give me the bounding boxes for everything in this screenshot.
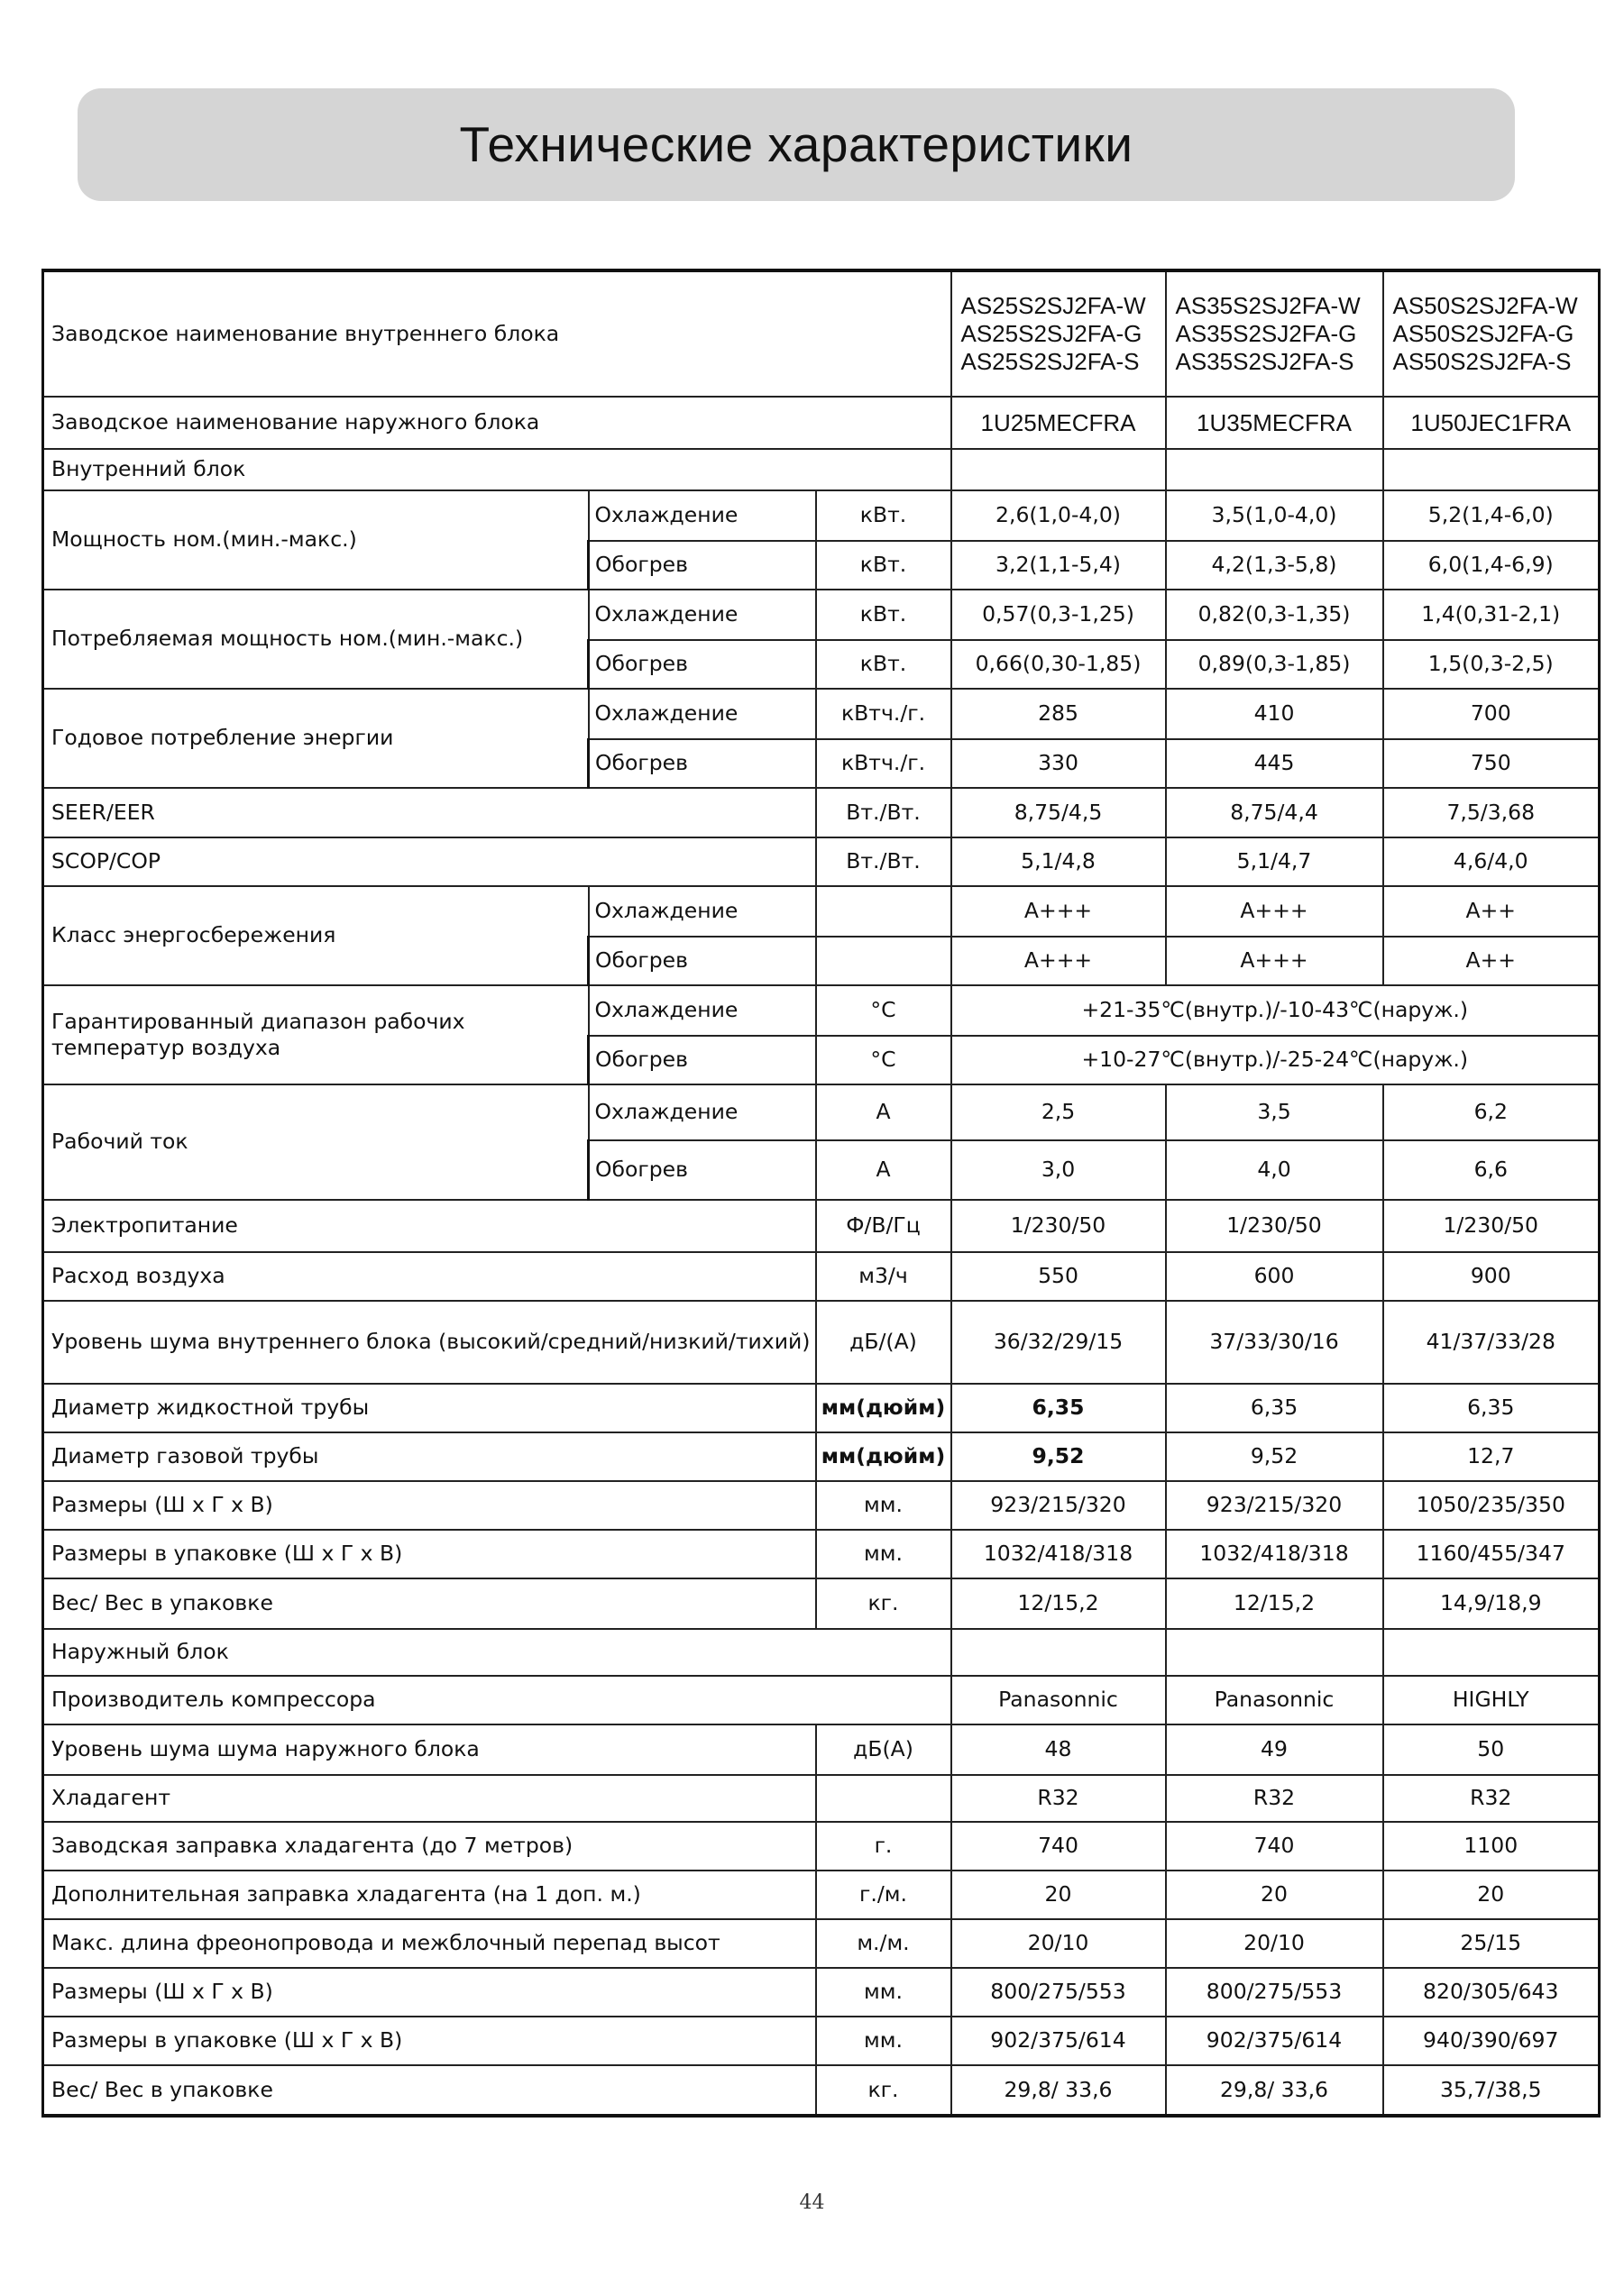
value-cell: 5,1/4,8 [951, 837, 1166, 886]
value-cell: 940/390/697 [1383, 2017, 1600, 2065]
unit-cell: дБ/(А) [816, 1301, 951, 1384]
model-name: AS50S2SJ2FA-G [1392, 319, 1574, 347]
page-title: Технические характеристики [459, 116, 1133, 172]
row-label: Заводское наименование внутреннего блока [43, 270, 951, 397]
unit-cell: мм. [816, 2017, 951, 2065]
model-name: AS50S2SJ2FA-W [1392, 291, 1578, 319]
value-cell: 7,5/3,68 [1383, 788, 1600, 837]
value-cell: 600 [1166, 1252, 1383, 1301]
empty-cell [1383, 449, 1600, 490]
value-cell: 5,1/4,7 [1166, 837, 1383, 886]
indoor-model-cell [1166, 270, 1383, 397]
value-cell: 285 [951, 689, 1166, 739]
value-cell: 800/275/553 [1166, 1968, 1383, 2017]
row-weight [43, 1578, 1600, 1629]
value-cell: 445 [1166, 739, 1383, 788]
row-max-length [43, 1919, 1600, 1968]
section-heading: Внутренний блок [43, 449, 951, 490]
row-label: Расход воздуха [43, 1252, 816, 1301]
section-indoor [43, 449, 1600, 490]
value-cell: 8,75/4,5 [951, 788, 1166, 837]
mode-label: Обогрев [589, 640, 816, 689]
row-weight-out [43, 2065, 1600, 2116]
value-cell: 1160/455/347 [1383, 1530, 1600, 1578]
mode-label: Обогрев [589, 541, 816, 590]
row-label: Макс. длина фреонопровода и межблочный перепад высот [43, 1919, 816, 1968]
row-label: Заводская заправка хладагента (до 7 метров) [43, 1822, 816, 1871]
value-cell: 1U50JEC1FRA [1383, 397, 1600, 449]
unit-cell: кВт. [816, 490, 951, 541]
value-cell: 740 [951, 1822, 1166, 1871]
unit-cell: мм(дюйм) [816, 1432, 951, 1481]
model-name: AS35S2SJ2FA-W [1175, 291, 1361, 319]
value-cell: 410 [1166, 689, 1383, 739]
value-cell: 9,52 [951, 1432, 1166, 1481]
row-dims-out [43, 1968, 1600, 2017]
section-outdoor [43, 1629, 1600, 1676]
row-label: Класс энергосбережения [43, 886, 589, 985]
value-cell: 14,9/18,9 [1383, 1578, 1600, 1629]
unit-cell: кг. [816, 2065, 951, 2116]
value-cell: 330 [951, 739, 1166, 788]
model-name: AS25S2SJ2FA-G [960, 319, 1142, 347]
mode-label: Обогрев [589, 739, 816, 788]
value-cell: A+++ [951, 886, 1166, 937]
row-label: Размеры (Ш х Г х В) [43, 1481, 816, 1530]
value-cell: 4,2(1,3-5,8) [1166, 541, 1383, 590]
row-dims-pack-out [43, 2017, 1600, 2065]
unit-cell: кВтч./г. [816, 739, 951, 788]
value-cell: 0,66(0,30-1,85) [951, 640, 1166, 689]
value-cell: 20 [951, 1871, 1166, 1919]
row-power-cool [43, 590, 1600, 640]
row-label: Потребляемая мощность ном.(мин.-макс.) [43, 590, 589, 689]
row-label: Годовое потребление энергии [43, 689, 589, 788]
value-cell: 3,2(1,1-5,4) [951, 541, 1166, 590]
value-cell: 9,52 [1166, 1432, 1383, 1481]
empty-cell [1166, 1629, 1383, 1676]
mode-label: Обогрев [589, 937, 816, 985]
unit-cell: A [816, 1084, 951, 1140]
row-temp-cool [43, 985, 1600, 1036]
value-cell: 902/375/614 [951, 2017, 1166, 2065]
value-cell: 1032/418/318 [951, 1530, 1166, 1578]
row-dims [43, 1481, 1600, 1530]
model-name: AS25S2SJ2FA-W [960, 291, 1146, 319]
value-cell: 1U35MECFRA [1166, 397, 1383, 449]
value-cell: 1/230/50 [951, 1200, 1166, 1252]
value-cell: 1/230/50 [1166, 1200, 1383, 1252]
row-label: Диаметр газовой трубы [43, 1432, 816, 1481]
unit-cell: г. [816, 1822, 951, 1871]
row-label: Гарантированный диапазон рабочих температур воздуха [43, 985, 589, 1084]
mode-label: Охлаждение [589, 985, 816, 1036]
unit-cell: Вт./Вт. [816, 837, 951, 886]
value-cell: 8,75/4,4 [1166, 788, 1383, 837]
value-cell: 20/10 [1166, 1919, 1383, 1968]
value-cell: 550 [951, 1252, 1166, 1301]
value-cell: 820/305/643 [1383, 1968, 1600, 2017]
mode-label: Охлаждение [589, 886, 816, 937]
row-annual-cool [43, 689, 1600, 739]
unit-cell [816, 886, 951, 937]
value-cell: 3,5(1,0-4,0) [1166, 490, 1383, 541]
unit-cell: Вт./Вт. [816, 788, 951, 837]
value-cell: A+++ [1166, 937, 1383, 985]
row-label: Электропитание [43, 1200, 816, 1252]
value-cell: R32 [951, 1775, 1166, 1822]
value-cell: Panasonnic [1166, 1676, 1383, 1724]
mode-label: Охлаждение [589, 689, 816, 739]
model-name: AS50S2SJ2FA-S [1392, 348, 1572, 376]
value-cell: 6,2 [1383, 1084, 1600, 1140]
value-cell: 923/215/320 [951, 1481, 1166, 1530]
page-number: 44 [799, 2191, 825, 2214]
value-cell: R32 [1383, 1775, 1600, 1822]
value-cell: 1,4(0,31-2,1) [1383, 590, 1600, 640]
unit-cell: °C [816, 985, 951, 1036]
row-label: Хладагент [43, 1775, 816, 1822]
row-label: Уровень шума шума наружного блока [43, 1724, 816, 1775]
value-cell: 900 [1383, 1252, 1600, 1301]
row-class-cool [43, 886, 1600, 937]
row-label: Размеры в упаковке (Ш х Г х В) [43, 1530, 816, 1578]
row-label: Рабочий ток [43, 1084, 589, 1200]
value-cell: 3,0 [951, 1140, 1166, 1200]
row-label: Вес/ Вес в упаковке [43, 1578, 816, 1629]
row-label: Заводское наименование наружного блока [43, 397, 951, 449]
value-cell: A++ [1383, 886, 1600, 937]
empty-cell [1383, 1629, 1600, 1676]
row-power-supply [43, 1200, 1600, 1252]
row-label: Размеры в упаковке (Ш х Г х В) [43, 2017, 816, 2065]
row-label: Размеры (Ш х Г х В) [43, 1968, 816, 2017]
row-noise-outdoor [43, 1724, 1600, 1775]
value-cell: 2,6(1,0-4,0) [951, 490, 1166, 541]
row-scop [43, 837, 1600, 886]
row-label: Производитель компрессора [43, 1676, 951, 1724]
row-liquid-pipe [43, 1384, 1600, 1432]
unit-cell [816, 1775, 951, 1822]
value-cell: 35,7/38,5 [1383, 2065, 1600, 2116]
value-cell: 1,5(0,3-2,5) [1383, 640, 1600, 689]
row-airflow [43, 1252, 1600, 1301]
row-refrigerant [43, 1775, 1600, 1822]
row-add-charge [43, 1871, 1600, 1919]
row-seer [43, 788, 1600, 837]
title-banner [78, 88, 1515, 201]
indoor-model-cell [951, 270, 1166, 397]
row-label: Мощность ном.(мин.-макс.) [43, 490, 589, 590]
row-indoor-name [43, 270, 1600, 397]
unit-cell: м3/ч [816, 1252, 951, 1301]
value-cell: 49 [1166, 1724, 1383, 1775]
unit-cell: мм. [816, 1481, 951, 1530]
row-gas-pipe [43, 1432, 1600, 1481]
row-charge [43, 1822, 1600, 1871]
value-cell: 6,35 [1166, 1384, 1383, 1432]
value-cell: 6,35 [1383, 1384, 1600, 1432]
unit-cell: кВт. [816, 590, 951, 640]
value-cell: 25/15 [1383, 1919, 1600, 1968]
value-cell: 12/15,2 [1166, 1578, 1383, 1629]
value-cell: A++ [1383, 937, 1600, 985]
value-cell: 48 [951, 1724, 1166, 1775]
value-cell: 800/275/553 [951, 1968, 1166, 2017]
value-cell: 4,0 [1166, 1140, 1383, 1200]
value-cell: 2,5 [951, 1084, 1166, 1140]
value-cell: +10-27℃(внутр.)/-25-24℃(наруж.) [951, 1036, 1600, 1084]
value-cell: 4,6/4,0 [1383, 837, 1600, 886]
value-cell: 20 [1383, 1871, 1600, 1919]
row-capacity-cool [43, 490, 1600, 541]
mode-label: Обогрев [589, 1036, 816, 1084]
mode-label: Охлаждение [589, 590, 816, 640]
value-cell: 12,7 [1383, 1432, 1600, 1481]
value-cell: 0,89(0,3-1,85) [1166, 640, 1383, 689]
value-cell: 1/230/50 [1383, 1200, 1600, 1252]
indoor-model-cell [1383, 270, 1600, 397]
value-cell: HIGHLY [1383, 1676, 1600, 1724]
value-cell: Panasonnic [951, 1676, 1166, 1724]
row-noise-indoor [43, 1301, 1600, 1384]
value-cell: 1U25MECFRA [951, 397, 1166, 449]
value-cell: 50 [1383, 1724, 1600, 1775]
row-label: Вес/ Вес в упаковке [43, 2065, 816, 2116]
unit-cell [816, 937, 951, 985]
row-dims-pack [43, 1530, 1600, 1578]
value-cell: 1100 [1383, 1822, 1600, 1871]
spec-table [41, 269, 1601, 2118]
row-outdoor-name [43, 397, 1600, 449]
row-label: Дополнительная заправка хладагента (на 1 доп. м.) [43, 1871, 816, 1919]
value-cell: +21-35℃(внутр.)/-10-43℃(наруж.) [951, 985, 1600, 1036]
model-name: AS35S2SJ2FA-S [1175, 348, 1354, 376]
model-name: AS25S2SJ2FA-S [960, 348, 1140, 376]
row-current-cool [43, 1084, 1600, 1140]
value-cell: 29,8/ 33,6 [1166, 2065, 1383, 2116]
value-cell: 1032/418/318 [1166, 1530, 1383, 1578]
row-compressor [43, 1676, 1600, 1724]
value-cell: 3,5 [1166, 1084, 1383, 1140]
row-label: SEER/EER [43, 788, 816, 837]
unit-cell: мм. [816, 1530, 951, 1578]
value-cell: 20 [1166, 1871, 1383, 1919]
unit-cell: кВт. [816, 640, 951, 689]
unit-cell: дБ(А) [816, 1724, 951, 1775]
empty-cell [951, 1629, 1166, 1676]
unit-cell: м./м. [816, 1919, 951, 1968]
row-label: Диаметр жидкостной трубы [43, 1384, 816, 1432]
unit-cell: Ф/В/Гц [816, 1200, 951, 1252]
value-cell: 740 [1166, 1822, 1383, 1871]
unit-cell: кг. [816, 1578, 951, 1629]
mode-label: Охлаждение [589, 490, 816, 541]
value-cell: 36/32/29/15 [951, 1301, 1166, 1384]
row-label: Уровень шума внутреннего блока (высокий/средний/низкий/тихий) [43, 1301, 816, 1384]
unit-cell: A [816, 1140, 951, 1200]
value-cell: 902/375/614 [1166, 2017, 1383, 2065]
value-cell: 923/215/320 [1166, 1481, 1383, 1530]
value-cell: 0,82(0,3-1,35) [1166, 590, 1383, 640]
value-cell: 700 [1383, 689, 1600, 739]
unit-cell: мм. [816, 1968, 951, 2017]
value-cell: 5,2(1,4-6,0) [1383, 490, 1600, 541]
value-cell: 1050/235/350 [1383, 1481, 1600, 1530]
value-cell: 6,0(1,4-6,9) [1383, 541, 1600, 590]
empty-cell [1166, 449, 1383, 490]
value-cell: 750 [1383, 739, 1600, 788]
unit-cell: кВтч./г. [816, 689, 951, 739]
value-cell: 20/10 [951, 1919, 1166, 1968]
unit-cell: °C [816, 1036, 951, 1084]
value-cell: 12/15,2 [951, 1578, 1166, 1629]
value-cell: 0,57(0,3-1,25) [951, 590, 1166, 640]
mode-label: Охлаждение [589, 1084, 816, 1140]
value-cell: 41/37/33/28 [1383, 1301, 1600, 1384]
value-cell: 6,35 [951, 1384, 1166, 1432]
value-cell: A+++ [1166, 886, 1383, 937]
mode-label: Обогрев [589, 1140, 816, 1200]
value-cell: 29,8/ 33,6 [951, 2065, 1166, 2116]
unit-cell: кВт. [816, 541, 951, 590]
unit-cell: г./м. [816, 1871, 951, 1919]
value-cell: A+++ [951, 937, 1166, 985]
value-cell: 6,6 [1383, 1140, 1600, 1200]
empty-cell [951, 449, 1166, 490]
row-label: SCOP/COP [43, 837, 816, 886]
value-cell: R32 [1166, 1775, 1383, 1822]
value-cell: 37/33/30/16 [1166, 1301, 1383, 1384]
model-name: AS35S2SJ2FA-G [1175, 319, 1357, 347]
unit-cell: мм(дюйм) [816, 1384, 951, 1432]
section-heading: Наружный блок [43, 1629, 951, 1676]
